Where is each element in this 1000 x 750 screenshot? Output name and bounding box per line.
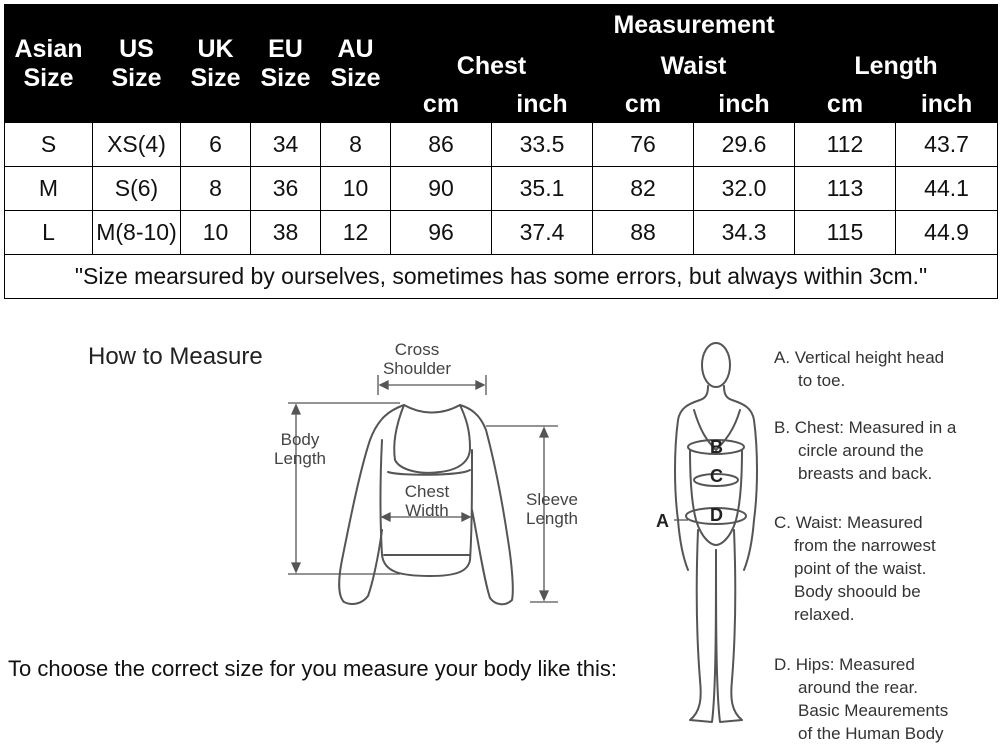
table-cell: 112 [795, 123, 896, 167]
table-cell: 82 [593, 167, 694, 211]
header-unit-inch: inch [492, 86, 593, 123]
header-us-size: US Size [93, 5, 181, 123]
table-cell: 37.4 [492, 211, 593, 255]
table-cell: 8 [181, 167, 251, 211]
table-cell: 6 [181, 123, 251, 167]
table-cell: M [5, 167, 93, 211]
table-cell: S [5, 123, 93, 167]
header-chest: Chest [391, 47, 593, 86]
table-cell: 90 [391, 167, 492, 211]
table-cell: 115 [795, 211, 896, 255]
header-unit-cm: cm [795, 86, 896, 123]
table-cell: 8 [321, 123, 391, 167]
table-cell: 38 [251, 211, 321, 255]
label-b: B [710, 437, 723, 457]
label-a: A [656, 511, 669, 531]
table-cell: 35.1 [492, 167, 593, 211]
legend-a: A. Vertical height head to toe. [774, 348, 945, 390]
label-c: C [710, 466, 723, 486]
header-measurement: Measurement [391, 5, 998, 47]
table-cell: 44.1 [896, 167, 998, 211]
label-d: D [710, 505, 723, 525]
table-cell: 32.0 [694, 167, 795, 211]
header-au-size: AU Size [321, 5, 391, 123]
sleeve-length-label: Sleeve Length [526, 490, 578, 528]
table-cell: 10 [181, 211, 251, 255]
how-to-measure-title: How to Measure [88, 343, 263, 370]
table-cell: 12 [321, 211, 391, 255]
header-length: Length [795, 47, 998, 86]
table-cell: L [5, 211, 93, 255]
legend-d: D. Hips: Measured around the rear. Basic Meaurements of the Human Body [774, 655, 949, 743]
table-cell: 33.5 [492, 123, 593, 167]
header-uk-size: UK Size [181, 5, 251, 123]
table-cell: M(8-10) [93, 211, 181, 255]
header-asian-size: Asian Size [5, 5, 93, 123]
header-unit-cm: cm [593, 86, 694, 123]
dimension-arrows [288, 375, 688, 602]
table-cell: 113 [795, 167, 896, 211]
size-note: "Size mearsured by ourselves, sometimes has some errors, but always within 3cm." [5, 255, 998, 299]
legend-c: C. Waist: Measured from the narrowest point of the waist. Body shoould be relaxed. [774, 513, 936, 624]
header-unit-inch: inch [694, 86, 795, 123]
table-cell: 96 [391, 211, 492, 255]
table-cell: 86 [391, 123, 492, 167]
header-unit-inch: inch [896, 86, 998, 123]
table-cell: 10 [321, 167, 391, 211]
body-figure [675, 343, 757, 722]
table-cell: XS(4) [93, 123, 181, 167]
table-cell: 43.7 [896, 123, 998, 167]
table-cell: 34 [251, 123, 321, 167]
choose-size-text: To choose the correct size for you measure your body like this: [8, 656, 617, 681]
cross-shoulder-label: Cross Shoulder [382, 340, 452, 378]
legend-b: B. Chest: Measured in a circle around the breasts and back. [774, 418, 957, 483]
table-cell: 88 [593, 211, 694, 255]
chest-width-label: Chest Width [404, 482, 450, 520]
table-cell: 44.9 [896, 211, 998, 255]
body-length-label: Body Length [274, 430, 326, 468]
table-cell: 34.3 [694, 211, 795, 255]
header-eu-size: EU Size [251, 5, 321, 123]
header-unit-cm: cm [391, 86, 492, 123]
table-cell: 36 [251, 167, 321, 211]
header-waist: Waist [593, 47, 795, 86]
table-cell: 76 [593, 123, 694, 167]
table-cell: 29.6 [694, 123, 795, 167]
table-cell: S(6) [93, 167, 181, 211]
